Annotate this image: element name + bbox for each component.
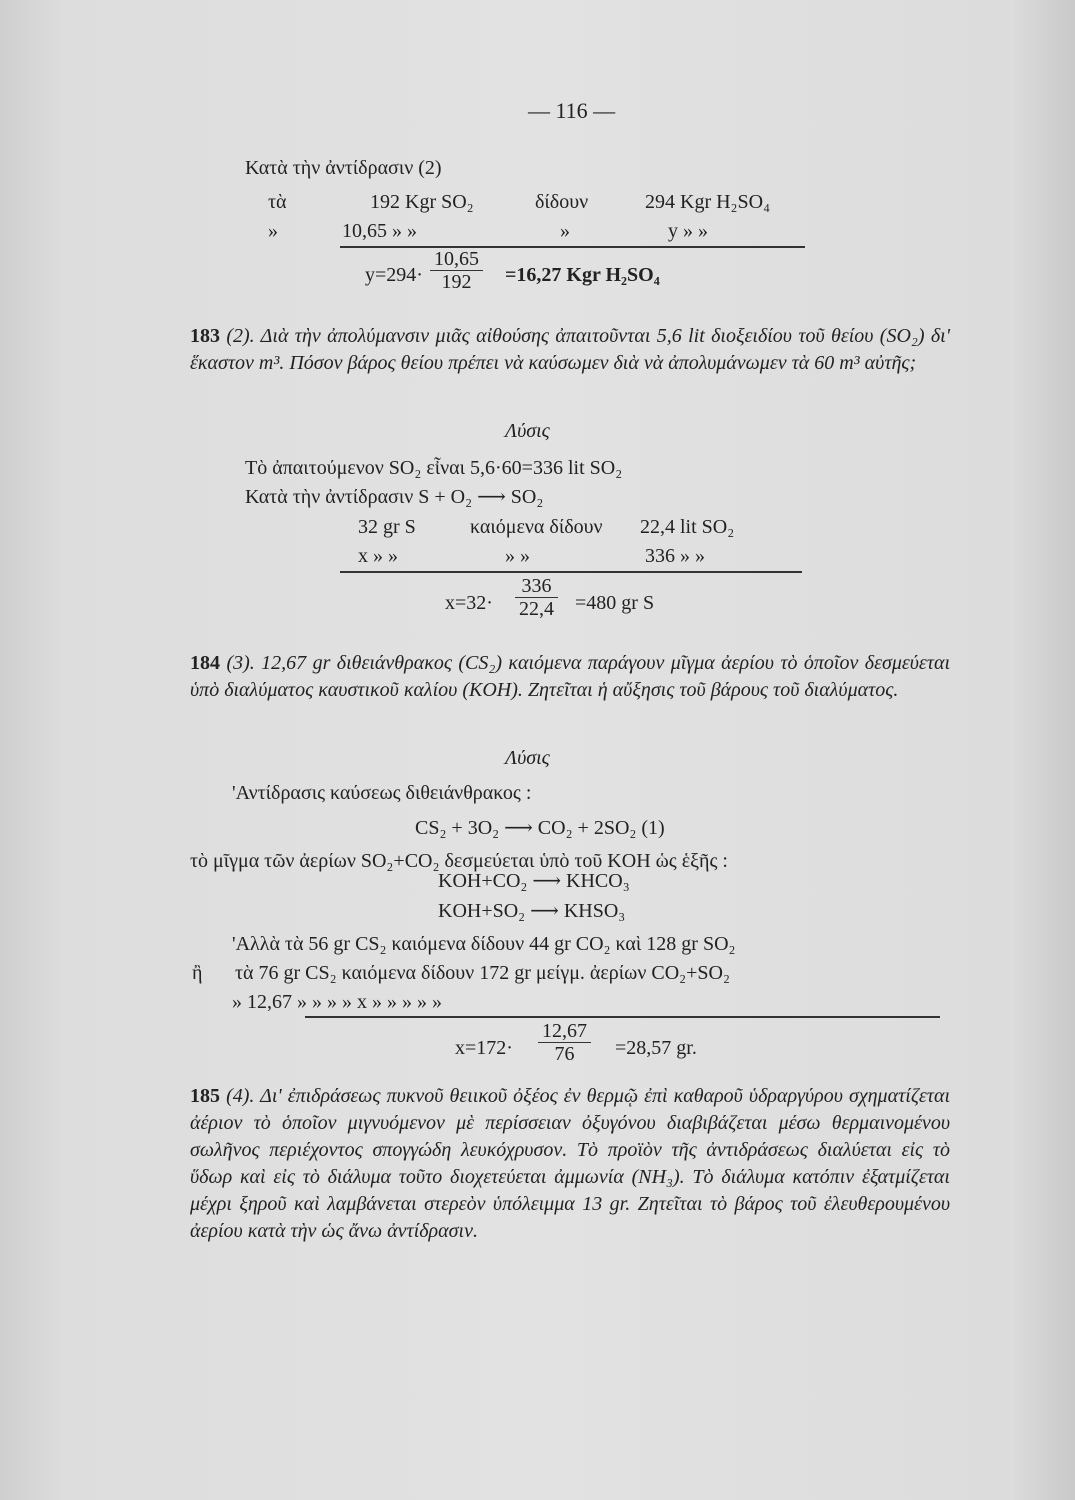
- row-label: »: [268, 220, 278, 242]
- fraction-denominator: 22,4: [519, 598, 554, 620]
- problem-text: (3). 12,67 gr διθειάνθρακος (CS₂) καιόμενα παράγουν μῖγμα ἀερίου τὸ ὁποῖον δεσμεύεται ὑπὸ διαλύματος καυστικοῦ καλίου (KOH). Ζητεῖται ἡ αὔξησις τοῦ βάρους τοῦ διαλύματος.: [190, 652, 951, 701]
- fraction-numerator: 336: [515, 575, 558, 598]
- divider: [305, 1016, 940, 1018]
- problem-text: (2). Διὰ τὴν ἀπολύμανσιν μιᾶς αἰθούσης ἀπαιτοῦνται 5,6 lit διοξειδίου τοῦ θείου (SO₂) δι' ἕκαστον m³. Πόσον βάρος θείου πρέπει νὰ καύσωμεν διὰ νὰ ἀπολυμάνωμεν τὰ 60 m³ αὐτῆς;: [190, 325, 951, 374]
- equation-left: x=172·: [455, 1037, 513, 1059]
- row-label: τὰ: [268, 191, 287, 213]
- solution-cell: 32 gr S: [358, 516, 416, 538]
- row-value: 10,65 » »: [342, 220, 417, 242]
- problem-text: (4). Δι' ἐπιδράσεως πυκνοῦ θειικοῦ ὀξέος ἐν θερμῷ ἐπὶ καθαροῦ ὑδραργύρου σχηματίζεται ἀέριον τὸ ὁποῖον μιγνυόμενον μὲ περίσσειαν ὀξυγόνου διαβιβάζεται μέσω θερμαινομένου σωλῆνος περιέχοντος σπογγώδη λευκόχρυσον. Τὸ προϊὸν τῆς ἀντιδράσεως διαλύεται εἰς τὸ ὕδωρ καὶ εἰς τὸ διάλυμα τοῦτο διοχετεύεται ἀμμωνία (NH₃). Τὸ διάλυμα κατόπιν ἐξατμίζεται μέχρι ξηροῦ καὶ λαμβάνεται στερεὸν ὑπόλειμμα 13 gr. Ζητεῖται τὸ βάρος τοῦ ἐλευθερουμένου ἀερίου κατὰ τὴν ὡς ἄνω ἀντίδρασιν.: [190, 1085, 951, 1242]
- solution-cell: 336 » »: [645, 545, 705, 567]
- solution-line: » 12,67 » » » » x » » » » »: [232, 991, 442, 1013]
- row-verb: δίδουν: [535, 191, 589, 213]
- fraction: [515, 575, 558, 620]
- row-verb: »: [560, 220, 570, 242]
- solution-cell: » »: [505, 545, 530, 567]
- problem-185: [190, 1083, 950, 1245]
- solution-heading: Λύσις: [505, 420, 550, 442]
- fraction-denominator: 192: [441, 271, 472, 293]
- solution-cell: ἢ: [192, 962, 203, 984]
- divider: [340, 246, 805, 248]
- solution-cell: 22,4 lit SO₂: [640, 516, 735, 538]
- row-value: 294 Kgr H₂SO₄: [645, 191, 771, 213]
- equation-result: =28,57 gr.: [615, 1037, 697, 1059]
- equation-left: y=294·: [365, 264, 423, 286]
- solution-line: CS₂ + 3O₂ ⟶ CO₂ + 2SO₂ (1): [415, 817, 665, 839]
- equation-left: x=32·: [445, 592, 493, 614]
- solution-line: 'Αντίδρασις καύσεως διθειάνθρακος :: [232, 782, 532, 804]
- equation-result: =480 gr S: [575, 592, 655, 614]
- divider: [340, 571, 802, 573]
- page-number: — 116 —: [528, 98, 616, 123]
- solution-line: 'Αλλὰ τὰ 56 gr CS₂ καιόμενα δίδουν 44 gr CO₂ καὶ 128 gr SO₂: [232, 933, 736, 955]
- row-value: y » »: [668, 220, 708, 242]
- reaction-intro: Κατὰ τὴν ἀντίδρασιν (2): [245, 157, 442, 179]
- fraction: [430, 248, 483, 293]
- solution-heading: Λύσις: [505, 747, 550, 769]
- fraction-numerator: 12,67: [538, 1020, 591, 1043]
- solution-cell: καιόμενα δίδουν: [470, 516, 603, 538]
- solution-line: KOH+CO₂ ⟶ KHCO₃: [438, 870, 630, 892]
- fraction: [538, 1020, 591, 1065]
- row-value: 192 Kgr SO₂: [370, 191, 474, 213]
- solution-cell: x » »: [358, 545, 398, 567]
- solution-line: Κατὰ τὴν ἀντίδρασιν S + O₂ ⟶ SO₂: [245, 486, 544, 508]
- problem-184: [190, 650, 950, 704]
- problem-183: [190, 323, 950, 377]
- solution-line: τὸ μῖγμα τῶν ἀερίων SO₂+CO₂ δεσμεύεται ὑπὸ τοῦ KOH ὡς ἑξῆς :: [190, 850, 728, 872]
- equation-result: =16,27 Kgr H₂SO₄: [505, 264, 660, 286]
- solution-line: Τὸ ἀπαιτούμενον SO₂ εἶναι 5,6·60=336 lit SO₂: [245, 457, 623, 479]
- problem-number: 183: [190, 325, 220, 347]
- problem-number: 184: [190, 652, 220, 674]
- fraction-numerator: 10,65: [430, 248, 483, 271]
- solution-line: τὰ 76 gr CS₂ καιόμενα δίδουν 172 gr μείγμ. ἀερίων CO₂+SO₂: [235, 962, 730, 984]
- fraction-denominator: 76: [554, 1043, 575, 1065]
- problem-number: 185: [190, 1085, 220, 1107]
- solution-line: KOH+SO₂ ⟶ KHSO₃: [438, 900, 626, 922]
